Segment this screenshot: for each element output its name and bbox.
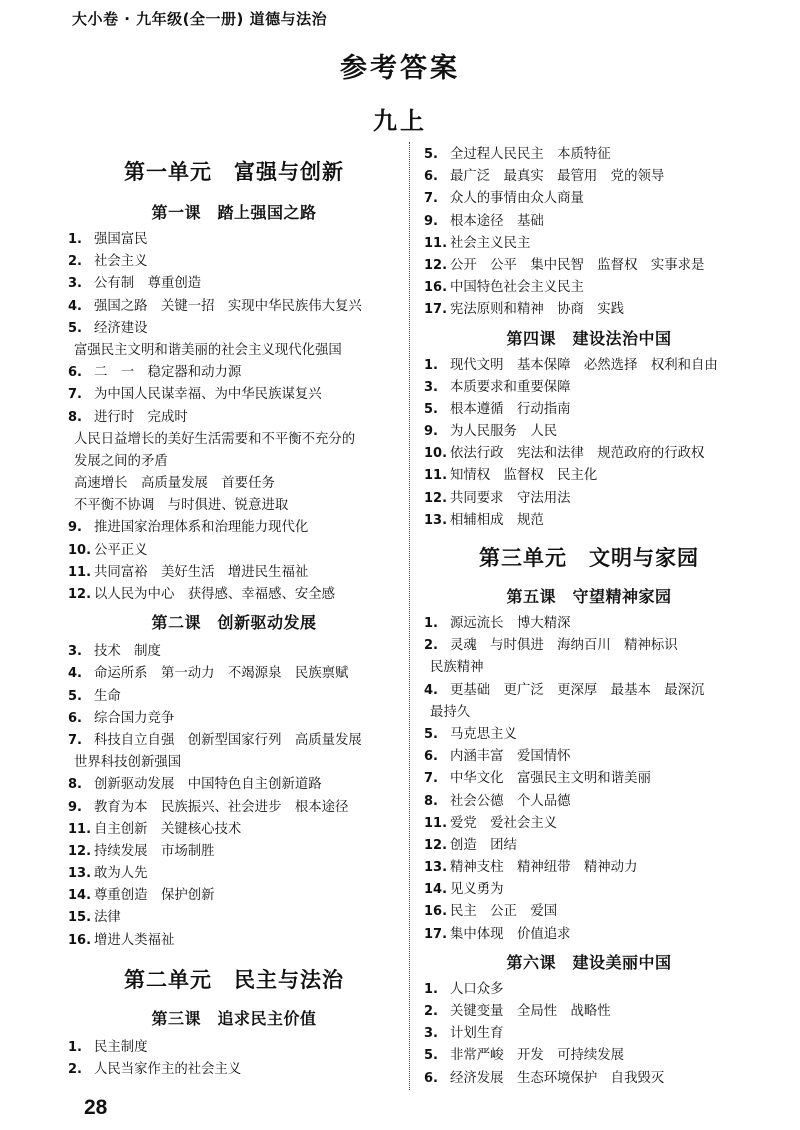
answer-item <box>68 384 400 406</box>
answer-item <box>68 296 400 318</box>
answer-number: 5. <box>68 320 82 336</box>
answer-text: 人口众多 <box>450 981 504 997</box>
answer-number: 1. <box>424 357 438 373</box>
answer-number: 6. <box>424 1070 438 1086</box>
answer-text: 公有制 尊重创造 <box>94 276 202 292</box>
answer-item <box>424 613 754 635</box>
answer-number: 10. <box>68 542 92 558</box>
answer-item <box>424 277 754 299</box>
answer-number: 5. <box>424 1048 438 1064</box>
answer-text: 爱党 爱社会主义 <box>450 815 558 831</box>
answer-number: 3. <box>68 276 82 292</box>
unit-heading: 第二单元 民主与法治 <box>124 967 344 992</box>
answer-text: 本质要求和重要保障 <box>450 379 571 395</box>
section-title: 九上 <box>373 107 427 135</box>
answer-text: 经济发展 生态环境保护 自我毁灭 <box>450 1070 665 1086</box>
answer-item <box>424 144 754 166</box>
unit-heading: 第一单元 富强与创新 <box>124 160 344 184</box>
answer-text: 法律 <box>94 910 121 926</box>
answer-number: 17. <box>424 926 448 942</box>
answer-item <box>424 299 754 321</box>
answer-text: 集中体现 价值追求 <box>450 926 571 942</box>
answer-text: 创新驱动发展 中国特色自主创新道路 <box>94 777 322 793</box>
answer-item <box>424 879 754 901</box>
answer-item <box>424 488 754 510</box>
answer-number: 16. <box>424 280 448 296</box>
answer-text: 生命 <box>94 688 121 704</box>
answer-number: 5. <box>424 726 438 742</box>
answer-number: 11. <box>68 564 92 580</box>
answer-text: 计划生育 <box>450 1026 504 1042</box>
answer-text: 源远流长 博大精深 <box>450 616 571 631</box>
column-divider <box>409 142 410 1090</box>
unit-heading: 第三单元 文明与家园 <box>479 546 699 570</box>
lesson-heading: 第五课 守望精神家园 <box>506 587 672 606</box>
answer-item <box>424 377 754 399</box>
answer-text: 相辅相成 规范 <box>450 512 544 528</box>
answer-item <box>68 819 400 841</box>
answer-number: 12. <box>424 837 448 853</box>
answer-item <box>424 465 754 487</box>
answer-text: 强国之路 关键一招 实现中华民族伟大复兴 <box>94 298 362 314</box>
answer-item <box>68 1037 400 1059</box>
answer-item <box>68 686 400 708</box>
answer-item <box>68 562 400 584</box>
answer-text: 自主创新 关键核心技术 <box>94 821 242 837</box>
answer-number: 13. <box>424 512 448 528</box>
answer-text: 增进人类福祉 <box>94 932 175 948</box>
answer-number: 2. <box>424 1004 438 1019</box>
answer-number: 1. <box>424 981 438 997</box>
answer-text: 民主 公正 爱国 <box>450 904 558 920</box>
answer-text: 社会主义民主 <box>450 235 531 251</box>
answer-text: 中国特色社会主义民主 <box>450 280 584 296</box>
answer-number: 11. <box>424 815 448 831</box>
answer-item <box>68 708 400 730</box>
answer-text: 共同要求 守法用法 <box>450 490 571 506</box>
answer-text: 宪法原则和精神 协商 实践 <box>450 302 625 318</box>
answer-number: 3. <box>424 379 438 395</box>
answer-item <box>424 355 754 377</box>
answer-number: 10. <box>424 446 448 462</box>
answer-text: 推进国家治理体系和治理能力现代化 <box>94 520 309 536</box>
answer-item <box>68 641 400 663</box>
answer-number: 11. <box>424 468 448 484</box>
answer-item <box>68 273 400 295</box>
answer-text: 以人民为中心 获得感、幸福感、安全感 <box>94 587 336 602</box>
answer-item <box>424 510 754 532</box>
answer-number: 8. <box>68 777 82 793</box>
answer-text: 社会公德 个人品德 <box>450 793 571 809</box>
lesson-heading: 第一课 踏上强国之路 <box>151 203 317 222</box>
answer-text: 马克思主义 <box>450 726 517 742</box>
answer-number: 2. <box>68 254 82 270</box>
answer-item <box>424 166 754 188</box>
answer-text: 更基础 更广泛 更深厚 最基本 最深沉 <box>450 682 705 698</box>
answer-number: 1. <box>424 616 438 631</box>
answer-number: 12. <box>424 257 448 273</box>
answer-text: 持续发展 市场制胜 <box>94 843 215 859</box>
answer-item <box>68 584 400 606</box>
answer-item <box>424 680 754 702</box>
answer-number: 5. <box>424 401 438 417</box>
answer-number: 5. <box>424 147 438 162</box>
answer-number: 4. <box>424 682 438 698</box>
answer-text: 二 一 稳定器和动力源 <box>94 365 242 381</box>
answer-text: 技术 制度 <box>94 644 161 660</box>
answer-continuation: 民族精神 <box>430 660 484 676</box>
answer-text: 教育为本 民族振兴、社会进步 根本途径 <box>94 799 349 815</box>
answer-item <box>68 841 400 863</box>
answer-continuation: 最持久 <box>430 704 471 720</box>
answer-text: 见义勇为 <box>450 882 504 898</box>
answer-item <box>424 635 754 657</box>
answer-item <box>424 924 754 946</box>
answer-number: 1. <box>68 1039 82 1055</box>
answer-text: 民主制度 <box>94 1039 148 1055</box>
answer-item <box>424 724 754 746</box>
answer-item <box>68 407 400 429</box>
page-number: 28 <box>84 1096 108 1119</box>
answer-continuation: 发展之间的矛盾 <box>74 453 168 469</box>
answer-number: 7. <box>68 732 82 748</box>
answer-text: 全过程人民民主 本质特征 <box>450 147 611 162</box>
answer-number: 7. <box>424 771 438 787</box>
answer-text: 进行时 完成时 <box>94 409 188 425</box>
answer-number: 15. <box>68 910 92 926</box>
answer-number: 13. <box>68 866 92 882</box>
answer-number: 4. <box>68 298 82 314</box>
answer-number: 6. <box>424 169 438 185</box>
answer-number: 6. <box>68 365 82 381</box>
page-title: 参考答案 <box>340 53 460 84</box>
answer-item <box>424 1001 754 1023</box>
answer-number: 16. <box>424 904 448 920</box>
answer-continuation: 世界科技创新强国 <box>74 755 182 771</box>
answer-text: 精神支柱 精神纽带 精神动力 <box>450 860 638 876</box>
answer-number: 6. <box>424 749 438 765</box>
answer-item <box>424 979 754 1001</box>
answer-item <box>68 797 400 819</box>
answer-number: 8. <box>424 793 438 809</box>
answer-text: 中华文化 富强民主文明和谐美丽 <box>450 771 651 787</box>
answer-number: 14. <box>68 888 92 904</box>
answer-item <box>68 907 400 929</box>
answer-number: 4. <box>68 666 82 682</box>
answer-number: 12. <box>68 587 92 602</box>
answer-item <box>424 233 754 255</box>
answer-text: 依法行政 宪法和法律 规范政府的行政权 <box>450 446 705 462</box>
answer-text: 现代文明 基本保障 必然选择 权利和自由 <box>450 357 718 373</box>
answer-item <box>68 863 400 885</box>
answer-item <box>68 885 400 907</box>
answer-number: 9. <box>68 799 82 815</box>
answer-text: 公平正义 <box>94 542 148 558</box>
answer-number: 6. <box>68 710 82 726</box>
answer-item <box>424 1068 754 1090</box>
right-column <box>424 144 754 1090</box>
answer-text: 公开 公平 集中民智 监督权 实事求是 <box>450 257 705 273</box>
answer-number: 7. <box>424 191 438 207</box>
answer-text: 经济建设 <box>94 320 148 336</box>
answer-number: 2. <box>68 1062 82 1077</box>
answer-item <box>68 540 400 562</box>
answer-text: 命运所系 第一动力 不竭源泉 民族禀赋 <box>94 666 349 682</box>
answer-text: 根本遵循 行动指南 <box>450 401 571 417</box>
answer-item <box>424 443 754 465</box>
lesson-heading: 第四课 建设法治中国 <box>506 328 672 348</box>
answer-item <box>424 857 754 879</box>
answer-text: 共同富裕 美好生活 增进民生福祉 <box>94 564 309 580</box>
book-header: 大小卷 · 九年级(全一册) 道德与法治 <box>72 10 328 28</box>
answer-number: 11. <box>68 821 92 837</box>
answer-text: 灵魂 与时俱进 海纳百川 精神标识 <box>450 638 678 654</box>
answer-item <box>68 229 400 251</box>
answer-text: 最广泛 最真实 最管用 党的领导 <box>450 169 665 185</box>
answer-item <box>68 730 400 752</box>
answer-number: 17. <box>424 302 448 318</box>
lesson-heading: 第三课 追求民主价值 <box>151 1008 317 1028</box>
answer-item <box>424 746 754 768</box>
answer-number: 7. <box>68 387 82 403</box>
answer-text: 内涵丰富 爱国情怀 <box>450 749 571 765</box>
answer-continuation: 富强民主文明和谐美丽的社会主义现代化强国 <box>74 342 342 358</box>
answer-item <box>424 1045 754 1067</box>
answer-continuation: 不平衡不协调 与时俱进、锐意进取 <box>74 498 289 514</box>
answer-text: 为人民服务 人民 <box>450 424 558 440</box>
answer-number: 16. <box>68 932 92 948</box>
answer-text: 综合国力竞争 <box>94 710 175 726</box>
answer-item <box>68 517 400 539</box>
answer-item <box>424 813 754 835</box>
answer-text: 为中国人民谋幸福、为中华民族谋复兴 <box>94 387 322 403</box>
answer-text: 科技自立自强 创新型国家行列 高质量发展 <box>94 732 362 748</box>
lesson-heading: 第二课 创新驱动发展 <box>151 613 317 633</box>
answer-text: 创造 团结 <box>450 837 517 853</box>
answer-number: 13. <box>424 860 448 876</box>
answer-item <box>424 211 754 233</box>
answer-number: 1. <box>68 232 82 247</box>
answer-text: 社会主义 <box>94 254 148 270</box>
answer-item <box>68 362 400 384</box>
answer-text: 敢为人先 <box>94 866 148 882</box>
answer-item <box>424 421 754 443</box>
answer-continuation: 人民日益增长的美好生活需要和不平衡不充分的 <box>74 431 356 447</box>
answer-item <box>424 188 754 210</box>
answer-item <box>424 255 754 277</box>
answer-item <box>68 930 400 952</box>
answer-item <box>68 774 400 796</box>
lesson-heading: 第六课 建设美丽中国 <box>506 952 672 972</box>
answer-text: 非常严峻 开发 可持续发展 <box>450 1048 625 1064</box>
answer-item <box>68 251 400 273</box>
answer-number: 9. <box>68 520 82 536</box>
answer-text: 关键变量 全局性 战略性 <box>450 1004 611 1019</box>
answer-text: 尊重创造 保护创新 <box>94 888 215 904</box>
answer-number: 5. <box>68 688 82 704</box>
answer-text: 根本途径 基础 <box>450 213 544 229</box>
answer-number: 12. <box>68 843 92 859</box>
answer-item <box>424 835 754 857</box>
answer-number: 11. <box>424 235 448 251</box>
answer-item <box>424 1023 754 1045</box>
answer-item <box>424 791 754 813</box>
answer-number: 8. <box>68 409 82 425</box>
answer-continuation: 高速增长 高质量发展 首要任务 <box>74 476 275 492</box>
answer-number: 9. <box>424 424 438 440</box>
answer-item <box>68 318 400 340</box>
answer-number: 3. <box>424 1026 438 1042</box>
answer-text: 人民当家作主的社会主义 <box>94 1062 242 1077</box>
answer-item <box>68 1059 400 1081</box>
answer-number: 14. <box>424 882 448 898</box>
answer-number: 2. <box>424 638 438 654</box>
answer-number: 12. <box>424 490 448 506</box>
answer-text: 众人的事情由众人商量 <box>450 191 584 207</box>
answer-text: 强国富民 <box>94 232 148 247</box>
answer-text: 知情权 监督权 民主化 <box>450 468 598 484</box>
left-column <box>68 150 400 1081</box>
answer-item <box>424 768 754 790</box>
answer-number: 3. <box>68 644 82 660</box>
answer-item <box>68 663 400 685</box>
answer-item <box>424 399 754 421</box>
answer-item <box>424 901 754 923</box>
answer-number: 9. <box>424 213 438 229</box>
